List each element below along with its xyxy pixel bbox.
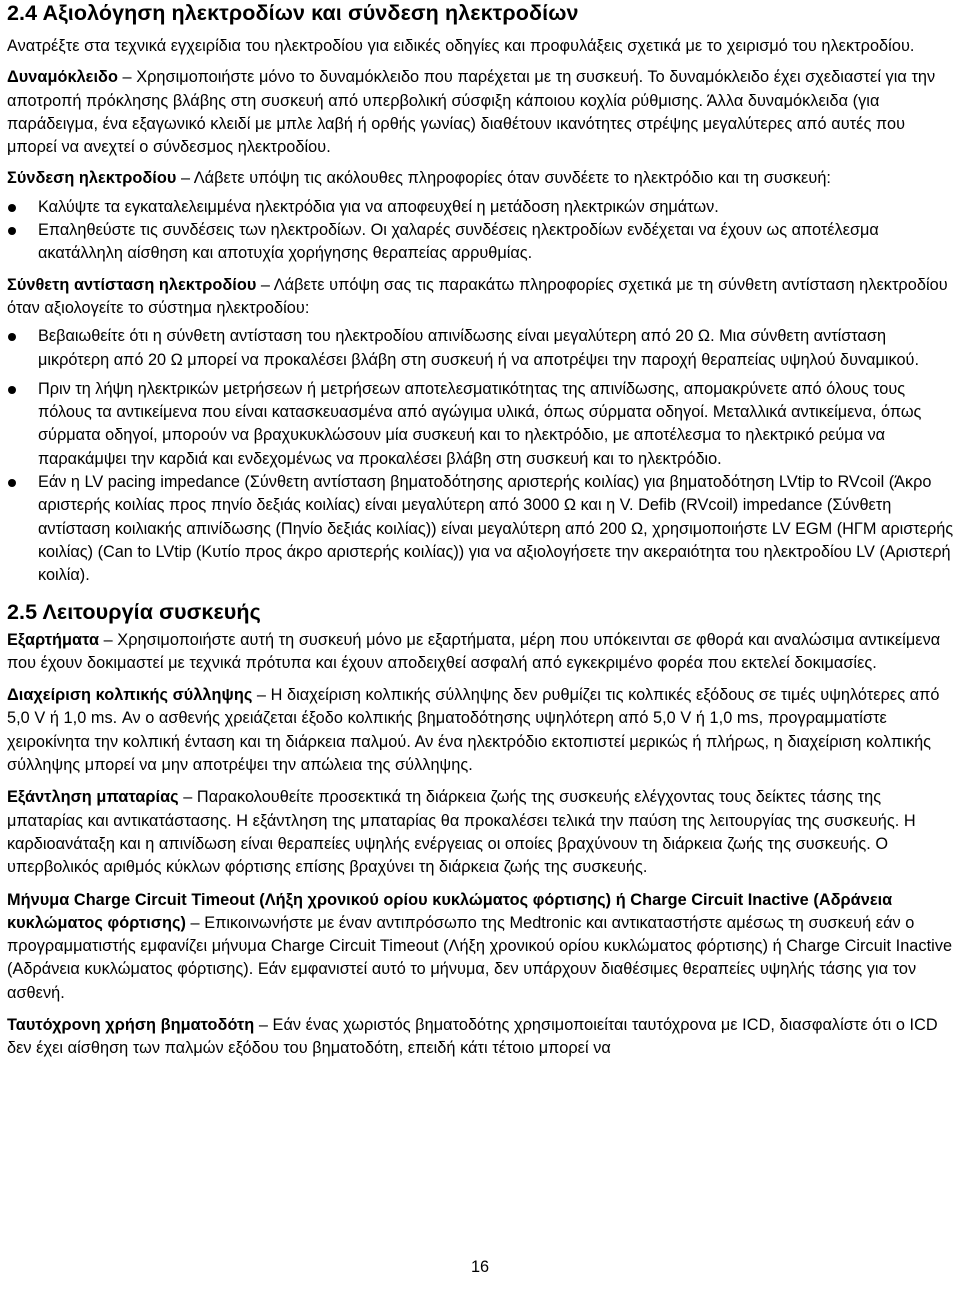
lead-connection-list [7,196,955,266]
charge-circuit-paragraph [7,889,955,1005]
list-item: Καλύψτε τα εγκαταλελειμμένα ηλεκτρόδια για να αποφευχθεί η μετάδοση ηλεκτρικών σημάτων. [7,196,955,219]
charge-circuit-text: – Επικοινωνήστε με έναν αντιπρόσωπο της Medtronic και αντικαταστήστε αμέσως τη συσκευή εάν ο προγραμματιστής εμφανίζει μήνυμα Charge Circuit Timeout (Λήξη χρονικού ορίου κυκλώματος φόρτισης) ή Charge Circuit Inactive (Αδράνεια κυκλώματος φόρτισης). Εάν εμφανιστεί αυτό το μήνυμα, δεν υπάρχουν διαθέσιμες θεραπείες υψηλής τάσης για τον ασθενή. [7,913,953,1002]
section-heading-2-5: 2.5 Λειτουργία συσκευής [7,599,261,624]
charge-circuit-label: Μήνυμα Charge Circuit Timeout (Λήξη χρονικού ορίου κυκλώματος φόρτισης) ή Charge Circuit Inactive (Αδράνεια κυκλώματος φόρτισης) [7,890,893,932]
atrial-capture-label: Διαχείριση κολπικής σύλληψης [7,686,253,705]
accessories-paragraph [7,629,955,676]
intro-paragraph: Ανατρέξτε στα τεχνικά εγχειρίδια του ηλεκτροδίου για ειδικές οδηγίες και προφυλάξεις σχετικά με το χειρισμό του ηλεκτροδίου. [7,37,915,55]
list-item: Βεβαιωθείτε ότι η σύνθετη αντίσταση του ηλεκτροδίου απινίδωσης είναι μεγαλύτερη από 20 Ω. Μια σύνθετη αντίσταση μικρότερη από 20 Ω μπορεί να προκαλέσει βλάβη στη συσκευή ή να αποτρέψει την παροχή θεραπείας υψηλού δυναμικού. [7,325,955,372]
list-item: Εάν η LV pacing impedance (Σύνθετη αντίσταση βηματοδότησης αριστερής κοιλίας) για βηματοδότηση LVtip to RVcoil (Άκρο αριστερής κοιλίας προς πηνίο δεξιάς κοιλίας) είναι μεγαλύτερη από 3000 Ω και η V. Defib (RVcoil) impedance (Σύνθετη αντίσταση κοιλιακής απινίδωσης (Πηνίο δεξιάς κοιλίας)) είναι μεγαλύτερη από 200 Ω, χρησιμοποιήστε LV EGM (ΗΓΜ αριστερής κοιλίας) (Can to LVtip (Κυτίο προς άκρο αριστερής κοιλίας)) για να αξιολογήσετε την ακεραιότητα του ηλεκτροδίου LV (Αριστερή κοιλία). [7,471,955,587]
lead-connection-text: – Λάβετε υπόψη τις ακόλουθες πληροφορίες όταν συνδέετε το ηλεκτρόδιο και τη συσκευή: [176,169,831,188]
bullet-icon [8,204,16,212]
concurrent-pacemaker-text: – Εάν ένας χωριστός βηματοδότης χρησιμοποιείται ταυτόχρονα με ICD, διασφαλίστε ότι ο ICD δεν έχει αίσθηση των παλμών εξόδου του βηματοδότη, επειδή κάτι τέτοιο μπορεί να [7,1015,938,1058]
bullet-icon [8,479,16,487]
section-heading-2-4: 2.4 Αξιολόγηση ηλεκτροδίων και σύνδεση ηλεκτροδίων [7,1,579,25]
document-page [7,0,955,1061]
list-item: Πριν τη λήψη ηλεκτρικών μετρήσεων ή μετρήσεων αποτελεσματικότητας της απινίδωσης, απομακρύνετε από όλους τους πόλους τα αντικείμενα που είναι κατασκευασμένα από αγώγιμα υλικά, όπως σύρματα οδηγοί. Μεταλλικά αντικείμενα, όπως σύρματα οδηγοί, μπορούν να βραχυκυκλώσουν μία συσκευή και το ηλεκτρόδιο, με αποτέλεσμα το ηλεκτρικό ρεύμα να παρακάμψει την καρδιά και ενδεχομένως να προκαλέσει βλάβη στη συσκευή και το ηλεκτρόδιο. [7,378,955,471]
lead-impedance-text: – Λάβετε υπόψη σας τις παρακάτω πληροφορίες σχετικά με τη σύνθετη αντίσταση ηλεκτροδίου όταν αξιολογείτε το σύστημα ηλεκτροδίου: [7,275,948,317]
atrial-capture-text: – Η διαχείριση κολπικής σύλληψης δεν ρυθμίζει τις κολπικές εξόδους σε τιμές υψηλότερες από 5,0 V ή 1,0 ms. Αν ο ασθενής χρειάζεται έξοδο κολπικής βηματοδότησης υψηλότερη από 5,0 V ή 1,0 ms, προγραμματίστε χειροκίνητα την κολπική ένταση και τη διάρκεια παλμού. Αν ένα ηλεκτρόδιο εκτοπιστεί μερικώς ή πλήρως, η διαχείριση κολπικής σύλληψης μπορεί να μην αποτρέψει την απώλεια της σύλληψης. [7,686,940,775]
accessories-text: – Χρησιμοποιήστε αυτή τη συσκευή μόνο με εξαρτήματα, μέρη που υπόκεινται σε φθορά και αναλώσιμα αντικείμενα που έχουν δοκιμαστεί με τεχνικά πρότυπα και έχουν αποδειχθεί ασφαλή από εγκεκριμένο φορέα που εκτελεί δοκιμασίες. [7,630,941,672]
accessories-label: Εξαρτήματα [7,630,100,649]
concurrent-pacemaker-label: Ταυτόχρονη χρήση βηματοδότη [7,1015,255,1034]
bullet-icon [8,333,16,341]
concurrent-pacemaker-paragraph [7,1014,955,1061]
lead-connection-paragraph [7,167,955,190]
page-number: 16 [470,1258,490,1276]
list-item: Επαληθεύστε τις συνδέσεις των ηλεκτροδίων. Οι χαλαρές συνδέσεις ηλεκτροδίων ενδέχεται να έχουν ως αποτέλεσμα ακατάλληλη αίσθηση και αποτυχία χορήγησης θεραπείας αρρυθμίας. [7,219,955,266]
lead-connection-label: Σύνδεση ηλεκτροδίου [7,169,177,188]
bullet-icon [8,227,16,235]
battery-depletion-text: – Παρακολουθείτε προσεκτικά τη διάρκεια ζωής της συσκευής ελέγχοντας τους δείκτες τάσης της μπαταρίας και αντικατάστασης. Η εξάντληση της μπαταρίας θα προκαλέσει τελικά την παύση της λειτουργίας της συσκευής. Η καρδιοανάταξη και η απινίδωση είναι θεραπείες υψηλής ενέργειας οι οποίες βραχύνουν τη διάρκεια ζωής της συσκευής. Ο υπερβολικός αριθμός κύκλων φόρτισης επίσης βραχύνει τη διάρκεια ζωής της συσκευής. [7,788,916,877]
lead-impedance-label: Σύνθετη αντίσταση ηλεκτροδίου [7,275,257,294]
torque-wrench-paragraph [7,66,955,159]
lead-impedance-paragraph [7,274,955,321]
lead-impedance-list [7,325,955,587]
bullet-icon [8,386,16,394]
battery-depletion-label: Εξάντληση μπαταρίας [7,788,179,807]
torque-wrench-label: Δυναμόκλειδο [7,68,118,87]
torque-wrench-text: – Χρησιμοποιήστε μόνο το δυναμόκλειδο που παρέχεται με τη συσκευή. Το δυναμόκλειδο έχει σχεδιαστεί για την αποτροπή πρόκλησης βλάβης στη συσκευή από υπερβολική σύσφιξη κάποιου κοχλία ρύθμισης. Άλλα δυναμόκλειδα (για παράδειγμα, ένα εξαγωνικό κλειδί με μπλε λαβή ή ορθής γωνίας) διαθέτουν ικανότητες στρέψης μεγαλύτερες από αυτές που μπορεί να ανεχτεί ο σύνδεσμος ηλεκτροδίου. [7,68,936,157]
battery-depletion-paragraph [7,786,955,879]
atrial-capture-paragraph [7,684,955,777]
